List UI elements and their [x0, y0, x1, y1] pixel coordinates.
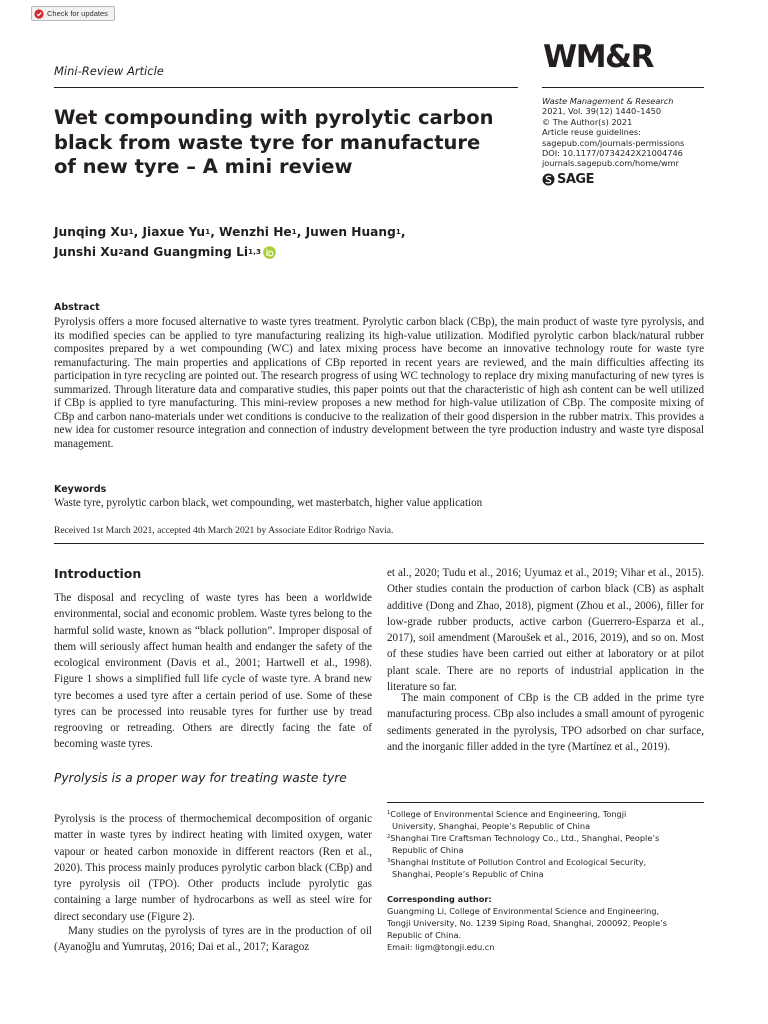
section-rule	[54, 543, 704, 544]
author-name: Junqing Xu	[54, 225, 129, 239]
affiliation-mark: 2	[387, 834, 391, 841]
affiliations	[387, 809, 704, 880]
abstract-heading: Abstract	[54, 302, 100, 313]
author-name: , Jiaxue Yu	[133, 225, 206, 239]
header-rule	[54, 87, 518, 88]
check-for-updates-icon	[34, 9, 44, 19]
author-line-1: Junqing Xu 1 , Jiaxue Yu 1 , Wenzhi He 1 , Juwen Huang 1 ,	[54, 222, 514, 242]
check-for-updates-button[interactable]	[31, 6, 115, 21]
author-separator: ,	[400, 225, 406, 239]
corresponding-author-heading: Corresponding author:	[387, 894, 492, 904]
pyrolysis-paragraph-1: Pyrolysis is the process of thermochemical decomposition of organic matter in waste tyres by indirect heating with limited oxygen, water vapour or heated carbon monoxide in different reactors (Ren et al., 2020). This process mainly produces pyrolytic carbon black (CBp) and tyre pyrolysis oil (TPO). Other products include pyrolytic gas containing a large number of hydrocarbons as well as steel wire for direct secondary use (Figure 2).	[54, 813, 372, 923]
author-name: , Juwen Huang	[296, 225, 396, 239]
keywords-text: Waste tyre, pyrolytic carbon black, wet compounding, wet masterbatch, higher value application	[54, 497, 483, 509]
article-title: Wet compounding with pyrolytic carbon black from waste tyre for manufacture of new tyre – A mini review	[54, 106, 494, 178]
affiliation-text: University, Shanghai, People’s Republic of China	[392, 820, 591, 831]
pyrolysis-subheading: Pyrolysis is a proper way for treating waste tyre	[54, 771, 347, 785]
right-column-paragraph-2: The main component of CBp is the CB added in the prime tyre manufacturing process. CBp also includes a small amount of pyrogenic sediments generated in the pyrolysis, TPO adsorbed on char surface, and the inorganic filler added in the tyre (Martínez et al., 2019).	[387, 692, 704, 753]
affiliation-item	[387, 857, 704, 881]
right-column-paragraph-1: et al., 2020; Tudu et al., 2016; Uyumaz et al., 2019; Vihar et al., 2015). Other studies contain the production of carbon black (CB) as asphalt additive (Dong and Zhao, 2018), pigment (Zhou et al., 2006), filler for low-grade rubber products, active carbon (Guerrero-Esparza et al., 2017), soil amendment (Maroušek et al., 2016, 2019), and so on. Most of these studies have been carried out either at laboratory or at pilot plant scale. There are no reports of industrial application in the literature so far.	[387, 567, 704, 693]
publisher-name: SAGE	[557, 172, 594, 187]
corresponding-author-details	[387, 906, 704, 954]
meta-doi[interactable]: DOI: 10.1177/0734242X21004746	[542, 148, 683, 159]
publisher-logo	[542, 172, 594, 187]
affiliation-item	[387, 833, 704, 857]
corresponding-line: Republic of China.	[387, 929, 462, 940]
abstract-text: Pyrolysis offers a more focused alternative to waste tyres treatment. Pyrolytic carbon black (CBp), the main product of waste tyre pyrolysis, and its modified species can be applied to tyre manufacturing realizing its high-value utilization. Modified pyrolytic carbon black/natural rubber composites prepared by a wet compounding (WC) and latex mixing process have become an innovative technology route for waste tyre remanufacturing. The main properties and applications of CBp reported in recent years are reviewed, and the main difficulties affecting its participation in tyre recycling are pointed out. The research progress of using WC technology to replace dry mixing manufacturing of new tyres is summarized. Through literature data and comparative studies, this paper points out that the characteristic of high ash content can be well utilized if CBp is applied to tyre manufacturing. This mini-review proposes a new method for high-value utilization of CBp. The composite mixing of CBp and carbon nano-materials under wet conditions is conducive to the realization of their good dispersion in the rubber matrix. This provides a new idea for customer resource integration and connection of industry development between the tyre production industry and waste tyre disposal management.	[54, 316, 704, 450]
meta-copyright: © The Author(s) 2021	[542, 116, 633, 127]
affiliation-mark: 3	[387, 857, 391, 864]
received-note: Received 1st March 2021, accepted 4th March 2021 by Associate Editor Rodrigo Navia.	[54, 525, 394, 536]
journal-meta	[542, 96, 712, 169]
meta-volume: 2021, Vol. 39(12) 1440–1450	[542, 106, 662, 117]
introduction-heading: Introduction	[54, 566, 142, 581]
orcid-icon[interactable]	[263, 246, 276, 259]
meta-journal-link[interactable]: journals.sagepub.com/home/wmr	[542, 158, 680, 169]
corresponding-line: Guangming Li, College of Environmental Science and Engineering,	[387, 906, 660, 916]
journal-name: Waste Management & Research	[542, 96, 674, 106]
corresponding-line: Tongji University, No. 1239 Siping Road, Shanghai, 200092, People’s	[387, 917, 667, 928]
affiliation-text: Republic of China	[392, 844, 464, 855]
meta-reuse: Article reuse guidelines:	[542, 127, 641, 138]
pyrolysis-paragraph-2: Many studies on the pyrolysis of tyres are in the production of oil (Ayanoğlu and Yumrutaş, 2016; Dai et al., 2017; Karagoz	[54, 925, 372, 954]
check-for-updates-label: Check for updates	[47, 9, 108, 18]
affiliation-mark: 1	[387, 810, 391, 817]
author-name: , Wenzhi He	[210, 225, 292, 239]
author-name: Junshi Xu	[54, 245, 119, 259]
meta-rule	[542, 87, 704, 88]
sage-logo-icon	[542, 173, 555, 186]
introduction-paragraph: The disposal and recycling of waste tyres has been a worldwide environmental, social and economic problem. Waste tyres belong to the harmful solid waste, known as “black pollution”. Improper disposal of them will seriously affect human health and endanger the safety of the ecological environment (Davis et al., 2001; Hartwell et al., 1998). Figure 1 shows a simplified full life cycle of waste tyre. A brand new tyre becomes a used tyre after a certain period of use. Some of these tyres can be processed into reusable tyres for further use by tread regrooving or retreading. Others are directly facing the fate of becoming waste tyres.	[54, 592, 372, 751]
author-line-2: Junshi Xu 2 and Guangming Li 1,3	[54, 242, 514, 262]
affiliation-text: Shanghai Tire Craftsman Technology Co., Ltd., Shanghai, People’s	[390, 832, 660, 843]
keywords-heading: Keywords	[54, 484, 107, 495]
affiliation-item	[387, 809, 704, 833]
author-name: and Guangming Li	[123, 245, 249, 259]
author-list	[54, 222, 514, 262]
journal-logo: WM&R	[543, 39, 653, 75]
corresponding-email[interactable]: Email: ligm@tongji.edu.cn	[387, 941, 495, 952]
affiliation-rule	[387, 802, 704, 803]
affiliation-text: College of Environmental Science and Engineering, Tongji	[390, 809, 627, 819]
meta-permissions-link[interactable]: sagepub.com/journals-permissions	[542, 137, 685, 148]
affiliation-text: Shanghai Institute of Pollution Control and Ecological Security,	[390, 856, 647, 867]
article-type: Mini-Review Article	[54, 64, 164, 78]
affiliation-text: Shanghai, People’s Republic of China	[392, 868, 544, 879]
